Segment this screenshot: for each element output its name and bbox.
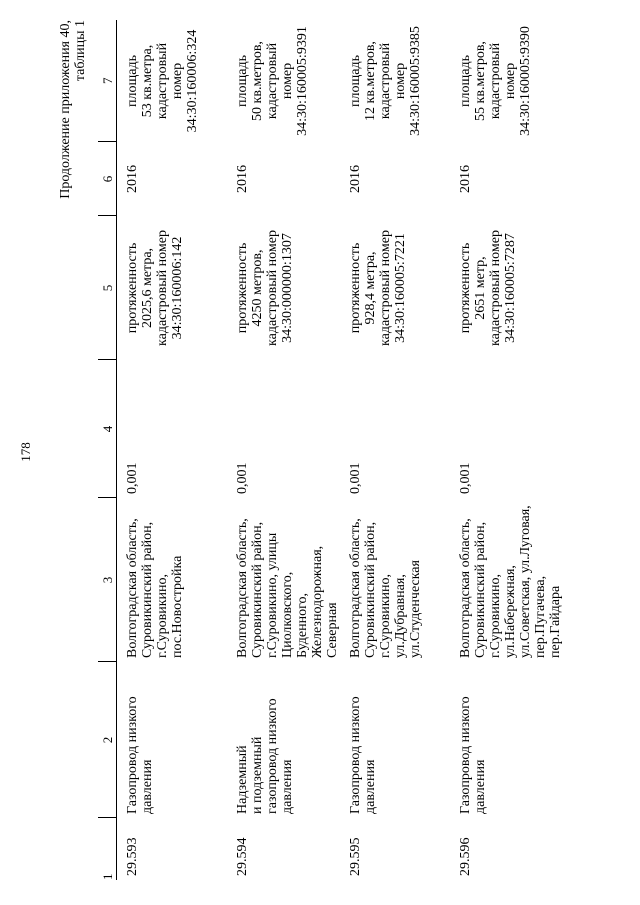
object-address: Волгоградская область, Суровикинский район, г.Суровикино, ул.Набережная, ул.Советская, ул.Луговая, пер.Пугачева, пер.Гайдара xyxy=(457,505,563,658)
table-row xyxy=(227,20,340,880)
object-length: протяженность 2651 метр, кадастровый номер 34:30:160005:7287 xyxy=(457,230,518,346)
object-address: Волгоградская область, Суровикинский район, г.Суровикино, пос.Новостройка xyxy=(125,518,185,658)
object-name: Газопровод низкого давления xyxy=(347,696,378,814)
object-area: площадь 53 кв.метра, кадастровый номер 34:30:160006:324 xyxy=(125,29,200,133)
header-row xyxy=(98,20,117,880)
row-number: 29.594 xyxy=(234,837,250,876)
object-name: Газопровод низкого давления xyxy=(457,696,488,814)
header-col-3: 3 xyxy=(98,498,117,662)
object-area: площадь 55 кв.метров, кадастровый номер 34:30:160005:9390 xyxy=(457,26,533,136)
header-col-1: 1 xyxy=(98,818,117,880)
table-caption xyxy=(58,20,88,199)
object-length: протяженность 2025,6 метра, кадастровый номер 34:30:160006:142 xyxy=(125,230,185,346)
registry-table xyxy=(98,20,563,880)
object-length: протяженность 4250 метров, кадастровый номер 34:30:000000:1307 xyxy=(234,230,295,346)
rotated-sheet xyxy=(58,20,578,880)
object-value: 0,001 xyxy=(125,462,140,494)
object-address: Волгоградская область, Суровикинский район, г.Суровикино, ул.Дубравная, ул.Студенческая xyxy=(347,518,423,658)
row-number: 29.596 xyxy=(457,837,473,876)
object-area: площадь 12 кв.метров, кадастровый номер 34:30:160005:9385 xyxy=(347,26,423,136)
table-row xyxy=(117,20,227,880)
header-col-6: 6 xyxy=(98,142,117,216)
object-name: Надземный и подземный газопровод низкого давления xyxy=(234,698,295,814)
object-length: протяженность 928,4 метра, кадастровый номер 34:30:160005:7221 xyxy=(347,230,408,346)
caption-line-1: Продолжение приложения 40, xyxy=(58,20,73,199)
table-row xyxy=(340,20,450,880)
row-number: 29.595 xyxy=(347,837,363,876)
object-year: 2016 xyxy=(234,165,250,193)
table-row xyxy=(450,20,563,880)
object-year: 2016 xyxy=(347,165,363,193)
header-col-7: 7 xyxy=(98,20,117,142)
page-number: 178 xyxy=(17,442,33,462)
object-value: 0,001 xyxy=(347,462,363,494)
object-value: 0,001 xyxy=(457,462,473,494)
header-col-5: 5 xyxy=(98,216,117,360)
object-name: Газопровод низкого давления xyxy=(125,696,155,814)
object-year: 2016 xyxy=(125,165,140,193)
header-col-4: 4 xyxy=(98,360,117,498)
object-year: 2016 xyxy=(457,165,473,193)
object-value: 0,001 xyxy=(234,462,250,494)
row-number: 29.593 xyxy=(125,837,140,876)
object-address: Волгоградская область, Суровикинский район, г.Суровикино, улицы Циолковского, Буденного, Железнодорожная, Северная xyxy=(234,518,340,658)
object-area: площадь 50 кв.метров, кадастровый номер 34:30:160005:9391 xyxy=(234,26,310,136)
caption-line-2: таблицы 1 xyxy=(73,20,88,82)
header-col-2: 2 xyxy=(98,662,117,818)
